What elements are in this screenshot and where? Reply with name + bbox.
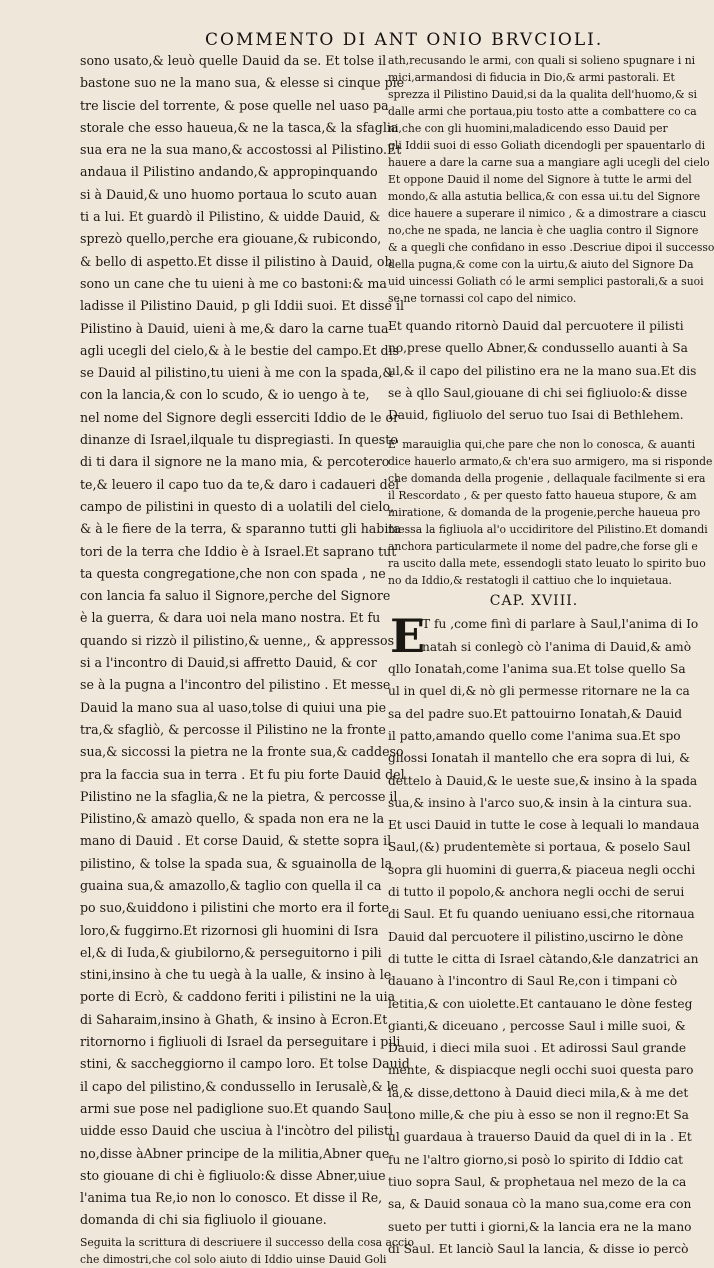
commentary-line: mici,armandosi di fiducia in Dio,& armi pastorali. Et xyxy=(388,71,675,84)
chapter-text-line: dettelo à Dauid,& le ueste sue,& insino à la spada xyxy=(388,773,698,788)
body-text-line: stini, & saccheggiorno il campo loro. Et tolse Dauid xyxy=(80,1056,410,1072)
body-text-line: ti a lui. Et guardò il Pilistino, & uidde Dauid, & xyxy=(80,209,381,225)
drop-cap: E xyxy=(390,609,426,664)
left-body-text xyxy=(80,50,410,1232)
body-text-line: di Saharaim,insino à Ghath, & insino à Ecron.Et xyxy=(80,1011,388,1027)
commentary-line: della pugna,& come con la uirtu,& aiuto del Signore Da xyxy=(388,258,694,271)
body-text-line: el,& di Iuda,& giubilorno,& perseguitorno i pili xyxy=(80,944,382,960)
body-text-line: & à le fiere de la terra, & sparanno tutti gli habita xyxy=(80,521,401,537)
chapter-text-line: tono mille,& che piu à esso se non il regno:Et Sa xyxy=(388,1108,689,1123)
commentary-line: ath,recusando le armi, con quali si solieno spugnare i ni xyxy=(388,54,696,67)
commentary-line: hauere a dare la carne sua a mangiare agli ucegli del cielo xyxy=(388,156,710,169)
commentary-line: che dimostri,che col solo aiuto di Iddio uinse Dauid Goli xyxy=(80,1252,387,1266)
running-head: COMMENTO DI ANT ONIO BRVCIOLI. xyxy=(205,30,604,50)
body-text-line: no,disse àAbner principe de la militia,Abner que xyxy=(80,1145,390,1161)
commentary-line: se ne tornassi col capo del nimico. xyxy=(388,292,577,305)
body-text-line: Pilistino,& amazò quello, & spada non era ne la xyxy=(80,811,385,827)
chapter-text-line: il patto,amando quello come l'anima sua.Et spo xyxy=(388,728,681,743)
body-text-line: mano di Dauid . Et corse Dauid, & stette sopra il xyxy=(80,833,392,849)
chapter-text-line: di tutto il popolo,& anchora negli occhi de serui xyxy=(388,885,685,900)
chapter-text-line: sa, & Dauid sonaua cò la mano sua,come era con xyxy=(388,1197,692,1212)
commentary-line: Et oppone Dauid il nome del Signore à tutte le armi del xyxy=(388,173,692,186)
body-text-line: Dauid la mano sua al uaso,tolse di quiui una pie xyxy=(80,699,387,715)
chapter-text-line: di Saul. Et lanciò Saul la lancia, & disse io percò xyxy=(388,1241,689,1256)
body-text-line: guaina sua,& amazollo,& taglio con quella il ca xyxy=(80,877,382,893)
body-text-line: andaua il Pilistino andando,& appropinquando xyxy=(80,164,378,180)
commentary-line: E' marauiglia qui,che pare che non lo conosca, & auanti xyxy=(388,438,696,452)
body-text-line: il capo del pilistino,& condussello in Ierusalè,& le xyxy=(80,1078,399,1094)
body-text-line: l'anima tua Re,io non lo conosco. Et disse il Re, xyxy=(80,1190,383,1206)
chapter-text-line: sua,& insino à l'arco suo,& insin à la cintura sua. xyxy=(388,795,692,810)
commentary-line: che domanda della progenie , dellaquale facilmente si era xyxy=(388,472,706,486)
chapter-text xyxy=(388,609,700,1260)
body-text-line: armi sue pose nel padiglione suo.Et quando Saul xyxy=(80,1100,392,1116)
commentary-line: uid uincessi Goliath có le armi semplici pastorali,& a suoi xyxy=(388,275,704,288)
body-text-line: po suo,&uiddono i pilistini che morto era il forte xyxy=(80,900,390,916)
commentary-line: miratione, & domanda de la progenie,perche haueua pro xyxy=(388,506,701,520)
body-text-line: nel nome del Signore degli esserciti Iddio de le or xyxy=(80,409,400,425)
body-text-line: dinanze di Israel,ilquale tu dispregiasti. In questo xyxy=(80,432,398,448)
commentary-line: mondo,& alla astutia bellica,& con essa ui.tu del Signore xyxy=(388,190,701,203)
chapter-text-line: di tutte le citta di Israel càtando,&le danzatrici an xyxy=(388,951,699,966)
body-text-line: stini,insino à che tu uegà à la ualle, & insino à le xyxy=(80,967,392,983)
left-column xyxy=(80,50,414,1268)
body-text-line: agli ucegli del cielo,& à le bestie del campo.Et dis xyxy=(80,342,400,358)
body-text-line: domanda di chi sia figliuolo il giouane. xyxy=(80,1212,327,1228)
commentary-line: anchora particularmete il nome del padre,che forse gli e xyxy=(388,540,698,554)
right-commentary-note-middle xyxy=(388,436,713,589)
body-text-line: loro,& fuggirno.Et rizornosi gli huomini di Isra xyxy=(80,922,379,938)
commentary-line: no da Iddio,& restatogli il cattiuo che lo inquietaua. xyxy=(388,574,672,588)
left-commentary-note xyxy=(80,1234,414,1268)
commentary-line: dice hauere a superare il nimico , & a dimostrare a ciascu xyxy=(388,207,707,220)
chapter-text-line: natah si conlegò cò l'anima di Dauid,& amò xyxy=(422,639,692,654)
body-text-line: quando si rizzò il pilistino,& uenne,, & appressos xyxy=(80,632,395,648)
body-text-line: bastone suo ne la mano sua, & elesse si cinque pie xyxy=(80,75,405,91)
chapter-text-line: tiuo sopra Saul, & prophetaua nel mezo de la ca xyxy=(388,1174,687,1189)
body-text-line: pra la faccia sua in terra . Et fu piu forte Dauid del xyxy=(80,766,405,782)
body-text-line: tori de la terra che Iddio è à Israel.Et saprano tut xyxy=(80,543,397,559)
body-text-line: uidde esso Dauid che usciua à l'incòtro del pilisti xyxy=(80,1123,394,1139)
body-text-line: Dauid, figliuolo del seruo tuo Isai di Bethlehem. xyxy=(388,408,684,423)
commentary-line: Seguita la scrittura di descriuere il successo della cosa accio xyxy=(80,1235,414,1249)
body-text-line: ritornorno i figliuoli di Israel da perseguitare i pili xyxy=(80,1034,401,1050)
commentary-line: & a quegli che confidano in esso .Descriue dipoi il successo xyxy=(388,241,714,254)
commentary-line: ni,che con gli huomini,maladicendo esso Dauid per xyxy=(388,122,668,135)
body-text-line: sua era ne la sua mano,& accostossi al Pilistino.Et xyxy=(80,142,402,158)
commentary-line: il Rescordato , & per questo fatto haueua stupore, & am xyxy=(388,489,697,503)
right-body-text xyxy=(388,315,697,426)
body-text-line: ta questa congregatione,che non con spada , ne xyxy=(80,565,386,581)
chapter-text-line: Dauid dal percuotere il pilistino,uscirno le dòne xyxy=(388,929,684,944)
body-text-line: sono un cane che tu uieni à me co bastoni:& ma xyxy=(80,275,387,291)
commentary-line: gli Iddii suoi di esso Goliath dicendogli per spauentarlo di xyxy=(388,139,706,152)
body-text-line: con la lancia,& con lo scudo, & io uengo à te, xyxy=(80,387,370,403)
chapter-text-line: mente, & dispiacque negli occhi suoi questa paro xyxy=(388,1063,694,1078)
body-text-line: storale che esso haueua,& ne la tasca,& la sfaglia xyxy=(80,119,399,135)
body-text-line: te,& leuero il capo tuo da te,& daro i cadaueri del xyxy=(80,476,400,492)
body-text-line: campo de pilistini in questo di a uolatili del cielo, xyxy=(80,498,395,514)
chapter-text-line: sopra gli huomini di guerra,& piaceua negli occhi xyxy=(388,862,696,877)
chapter-text-line: dauano à l'incontro di Saul Re,con i timpani cò xyxy=(388,974,678,989)
right-commentary-note-top xyxy=(388,52,714,307)
chapter-text-line: letitia,& con uiolette.Et cantauano le dòne festeg xyxy=(388,996,693,1011)
body-text-line: se à qllo Saul,giouane di chi sei figliuolo:& disse xyxy=(388,385,688,400)
chapter-text-line: ul in quel di,& nò gli permesse ritornare ne la ca xyxy=(388,684,690,699)
commentary-line: dalle armi che portaua,piu tosto atte a combattere co ca xyxy=(388,105,697,118)
chapter-text-line: di Saul. Et fu quando ueniuano essi,che ritornaua xyxy=(388,907,695,922)
body-text-line: Et quando ritornò Dauid dal percuotere il pilisti xyxy=(388,319,684,333)
body-text-line: pilistino, & tolse la spada sua, & sguainolla de la xyxy=(80,855,393,871)
commentary-line: messa la figliuola al'o uccidiritore del Pilistino.Et domandi xyxy=(388,523,708,537)
body-text-line: Pilistino à Dauid, uieni à me,& daro la carne tua xyxy=(80,320,389,336)
body-text-line: si à Dauid,& uno huomo portaua lo scuto auan xyxy=(80,186,378,202)
body-text-line: con lancia fa saluo il Signore,perche del Signore xyxy=(80,588,391,604)
body-text-line: no,prese quello Abner,& condussello auanti à Sa xyxy=(388,341,688,356)
body-text-line: & bello di aspetto.Et disse il pilistino à Dauid, oh xyxy=(80,253,393,269)
body-text-line: se Dauid al pilistino,tu uieni à me con la spada,& xyxy=(80,365,394,381)
chapter-text-line: fu ne l'altro giorno,si posò lo spirito di Iddio cat xyxy=(388,1152,684,1167)
body-text-line: sua,& siccossi la pietra ne la fronte sua,& caddeso xyxy=(80,744,404,760)
body-text-line: tra,& sfagliò, & percosse il Pilistino ne la fronte xyxy=(80,721,386,737)
chapter-text-line: qllo Ionatah,come l'anima sua.Et tolse quello Sa xyxy=(388,662,686,677)
chapter-text-line: gianti,& diceuano , percosse Saul i mille suoi, & xyxy=(388,1018,686,1033)
chapter-text-line: T fu ,come finì di parlare à Saul,l'anima di Io xyxy=(422,617,699,632)
chapter-text-line: ul guardaua à trauerso Dauid da quel di in la . Et xyxy=(388,1130,692,1145)
chapter-text-line: sa del padre suo.Et pattouirno Ionatah,& Dauid xyxy=(388,706,683,721)
chapter-text-line: Saul,(&) prudentemète si portaua, & poselo Saul xyxy=(388,840,691,855)
body-text-line: di ti dara il signore ne la mano mia, & percotero xyxy=(80,454,390,470)
chapter-text-line: sueto per tutti i giorni,& la lancia era ne la mano xyxy=(388,1219,692,1234)
commentary-line: dice hauerlo armato,& ch'era suo armigero, ma si risponde xyxy=(388,455,713,469)
body-text-line: ul,& il capo del pilistino era ne la mano sua.Et dis xyxy=(388,363,697,378)
commentary-line: sprezza il Pilistino Dauid,si da la qualita dell'huomo,& si xyxy=(388,88,698,101)
commentary-line: no,che ne spada, ne lancia è che uaglia contro il Signore xyxy=(388,224,699,237)
chapter-text-line: la,& disse,dettono à Dauid dieci mila,& à me det xyxy=(388,1085,689,1100)
body-text-line: sto giouane di chi è figliuolo:& disse Abner,uiue xyxy=(80,1167,386,1183)
right-column xyxy=(388,50,714,1260)
body-text-line: tre liscie del torrente, & pose quelle nel uaso pa xyxy=(80,97,389,113)
body-text-line: si a l'incontro di Dauid,si affretto Dauid, & cor xyxy=(80,655,377,671)
body-text-line: sono usato,& leuò quelle Dauid da se. Et tolse il xyxy=(80,53,387,68)
commentary-line: ra uscito dalla mete, essendogli stato leuato lo spirito buo xyxy=(388,557,706,571)
body-text-line: Pilistino ne la sfaglia,& ne la pietra, & percosse il xyxy=(80,788,398,804)
chapter-text-line: Dauid, i dieci mila suoi . Et adirossi Saul grande xyxy=(388,1041,687,1056)
body-text-line: porte di Ecrò, & caddono feriti i pilistini ne la uia xyxy=(80,989,396,1005)
chapter-text-line: gliossi Ionatah il mantello che era sopra di lui, & xyxy=(388,751,690,766)
chapter-text-line: Et usci Dauid in tutte le cose à lequali lo mandaua xyxy=(388,818,700,833)
body-text-line: è la guerra, & dara uoi nela mano nostra. Et fu xyxy=(80,610,381,626)
body-text-line: ladisse il Pilistino Dauid, p gli Iddii suoi. Et disse il xyxy=(80,298,405,314)
body-text-line: sprezò quello,perche era giouane,& rubicondo, xyxy=(80,231,382,247)
chapter-heading: CAP. XVIII. xyxy=(489,593,579,610)
body-text-line: se à la pugna a l'incontro del pilistino . Et messe xyxy=(80,677,391,693)
